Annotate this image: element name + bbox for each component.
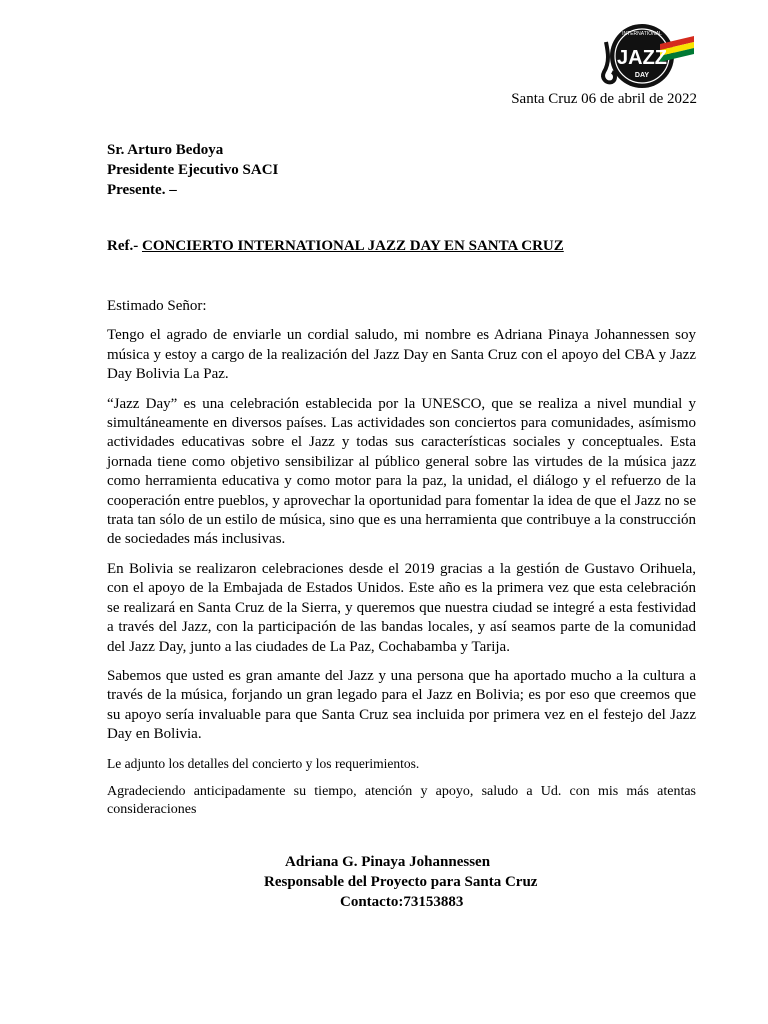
letter-date: Santa Cruz 06 de abril de 2022 [511,91,697,107]
svg-text:DAY: DAY [634,72,650,79]
recipient-presente: Presente. – [107,182,177,198]
paragraph-closing: Agradeciendo anticipadamente su tiempo, atención y apoyo, saludo a Ud. con mis más atentas consideraciones [107,783,696,817]
international-jazz-day-logo [598,22,696,90]
svg-text:JAZZ: JAZZ [617,47,667,69]
signature-role: Responsable del Proyecto para Santa Cruz [264,874,538,890]
reference-title: CONCIERTO INTERNATIONAL JAZZ DAY EN SANTA CRUZ [141,238,564,254]
recipient-block [107,140,278,200]
paragraph-attachment: Le adjunto los detalles del concierto y los requerimientos. [107,755,420,771]
reference-line [107,238,564,255]
signature-name: Adriana G. Pinaya Johannessen [285,854,491,870]
recipient-name: Sr. Arturo Bedoya [107,142,224,158]
letter-body [107,297,696,819]
svg-text:INTERNATIONAL: INTERNATIONAL [622,31,662,37]
signature-contact: Contacto:73153883 [340,894,464,910]
paragraph-bolivia: En Bolivia se realizaron celebraciones desde el 2019 gracias a la gestión de Gustavo Orihuela, con el apoyo de la Embajada de Estados Unidos. Este año es la primera vez que esta celebración se realizará en Santa Cruz de la Sierra, y queremos que nuestra ciudad se integré a esta festividad a través del Jazz, con la participación de las bandas locales, y así seamos parte de la comunidad del Jazz Day, junto a las ciudades de La Paz, Cochabamba y Tarija. [107,560,696,655]
reference-prefix: Ref.- [107,238,142,254]
paragraph-jazz-day: “Jazz Day” es una celebración establecida por la UNESCO, que se realiza a nivel mundial y simultáneamente en diversos países. Las actividades son conciertos para comunidades, asímismo actividades educativas sobre el Jazz y todas sus características sociales y conceptuales. Esta jornada tiene como objetivo sensibilizar al público general sobre las virtudes de la música jazz como herramienta educativa y como motor para la paz, la unidad, el diálogo y el refuerzo de la cooperación entre pueblos, y aprovechar la oportunidad para fomentar la idea de que el Jazz no se trata tan sólo de un estilo de música, sino que es una herramienta que contribuye a la construcción de sociedades más inclusivas. [107,395,696,548]
greeting: Estimado Señor: [107,298,207,314]
paragraph-support-request: Sabemos que usted es gran amante del Jazz y una persona que ha aportado mucho a la cultura a través de la música, forjando un gran legado para el Jazz en Bolivia; es por eso que creemos que su apoyo sería invaluable para que Santa Cruz sea incluida por primera vez en el festejo del Jazz Day en Bolivia. [107,667,696,743]
paragraph-intro: Tengo el agrado de enviarle un cordial saludo, mi nombre es Adriana Pinaya Johannessen soy música y estoy a cargo de la realización del Jazz Day en Santa Cruz con el apoyo del CBA y Jazz Day Bolivia La Paz. [107,327,696,383]
recipient-title: Presidente Ejecutivo SACI [107,162,279,178]
